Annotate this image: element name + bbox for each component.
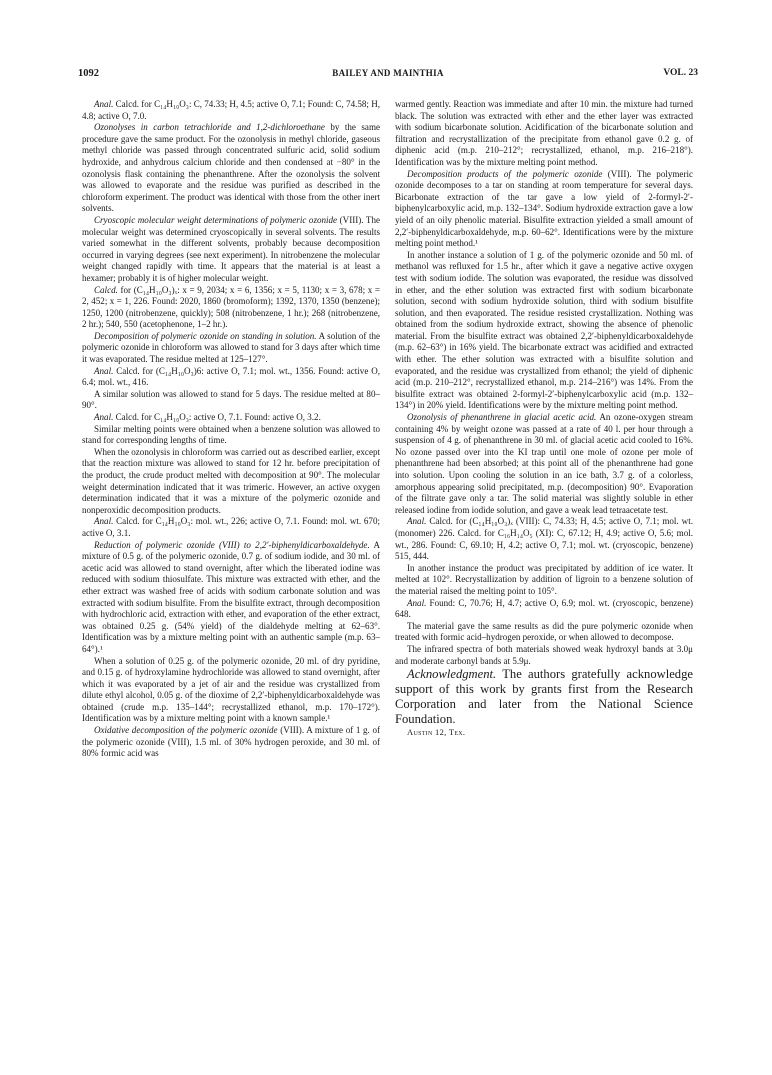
run-in-heading: Decomposition of polymeric ozonide on standing in solution. bbox=[94, 330, 317, 341]
paragraph bbox=[395, 563, 693, 598]
paragraph-text: A solution of the polymeric ozonide in chloroform was allowed to stand for 3 days after which time it was evaporated. The residue melted at 125–127°. bbox=[82, 330, 380, 365]
paragraph-text: A similar solution was allowed to stand for 5 days. The residue melted at 80–90°. bbox=[82, 388, 380, 411]
paragraph-text: Calcd. for C₁₄H₁₀O₃: C, 74.33; H, 4.5; active O, 7.1; Found: C, 74.58; H, 4.8; active O, 7.0. bbox=[82, 99, 380, 121]
paragraph bbox=[395, 412, 693, 516]
paragraph-text: Calcd. for (C₁₄H₁₀O₃)6: active O, 7.1; mol. wt., 1356. Found: active O, 6.4; mol. wt., 416. bbox=[82, 365, 380, 388]
paragraph-text: The infrared spectra of both materials showed weak hydroxyl bands at 3.0μ and moderate carbonyl bands at 5.9μ. bbox=[395, 643, 693, 666]
paragraph-text: The material gave the same results as did the pure polymeric ozonide when treated with formic acid–hydrogen peroxide, or when allowed to decompose. bbox=[395, 620, 693, 643]
paragraph-text: In another instance the product was precipitated by addition of ice water. It melted at 102°. Recrystallization by addition of ligroin to a benzene solution of the material raised the melting point to 105°. bbox=[395, 562, 693, 596]
acknowledgment bbox=[395, 667, 693, 727]
paragraph-text: Calcd. for (C₁₄H₁₀O₃)ₓ (VIII): C, 74.33; H, 4.5; active O, 7.1; mol. wt. (monomer) 226. Calcd. for C₁₆H₁₄O₅ (XI): C, 67.12; H, 4.9; active O, 5.6; mol. wt., 286. Found: C, 69.10; H, 4.2; active O, 7.1; mol. wt. (cryoscopic, benzene) 515, 444. bbox=[395, 516, 693, 562]
paragraph-text: Calcd. for C₁₄H₁₀O₃: mol. wt., 226; active O, 7.1. Found: mol. wt. 670; active O, 3.1. bbox=[82, 516, 380, 538]
paragraph bbox=[82, 285, 380, 331]
paragraph bbox=[82, 366, 380, 389]
paragraph bbox=[82, 447, 380, 517]
paragraph-text: When the ozonolysis in chloroform was carried out as described earlier, except that the reaction mixture was allowed to stand for 12 hr. before precipitation of the product, the crude product melted with decomposition at 90°. The molecular weight determination indicated that it was trimeric. However, an active oxygen determination indicated that it was a mixture of the polymeric ozonide and nonperoxidic decomposition products. bbox=[82, 446, 380, 515]
paragraph-text: When a solution of 0.25 g. of the polymeric ozonide, 20 ml. of dry pyridine, and 0.15 g. of hydroxylamine hydrochloride was allowed to stand overnight, after which it was evaporated by a jet of air and the residue was crystallized from dilute ethyl alcohol, 0.05 g. of the dioxime of 2,2′-biphenyldicarboxaldehyde was obtained (crude m.p. 135–144°; recrystallized ethanol, m.p. 170–172°). Identification was by a mixture melting point with a known sample.¹ bbox=[82, 655, 380, 724]
run-in-heading: Decomposition products of the polymeric ozonide bbox=[407, 168, 603, 179]
paragraph-text: (VIII). The molecular weight was determined cryoscopically in several solvents. The results varied somewhat in the different solvents, probably because decomposition occurred in varying degrees (see next experiment). In nitrobenzene the molecular weight changed rapidly with time. It appears that the material is at least a hexamer; probably it is of higher molecular weight. bbox=[82, 214, 380, 283]
page-header bbox=[78, 68, 698, 84]
paragraph-text: Found: C, 70.76; H, 4.7; active O, 6.9; mol. wt. (cryoscopic, benzene) 648. bbox=[395, 597, 693, 620]
paragraph bbox=[82, 725, 380, 760]
paragraph-text: warmed gently. Reaction was immediate and after 10 min. the mixture had turned black. The solution was extracted with ether and the ether layer was extracted with sodium bicarbonate solution. Acidification of the bicarbonate solution and filtration and recrystallization of the precipitate from ethanol gave 0.2 g. of diphenic acid (m.p. 210–212°; recrystallized, ethanol, m.p. 216–218°). Identification was by the mixture melting point method. bbox=[395, 99, 693, 167]
run-in-heading: Oxidative decomposition of the polymeric ozonide bbox=[94, 725, 278, 736]
run-in-heading: Cryoscopic molecular weight determinations of polymeric ozonide bbox=[94, 214, 338, 225]
paragraph-text: Similar melting points were obtained when a benzene solution was allowed to stand for corresponding lengths of time. bbox=[82, 423, 380, 446]
paragraph bbox=[82, 516, 380, 539]
paragraph bbox=[395, 516, 693, 562]
left-column bbox=[82, 99, 380, 760]
volume-label: VOL. 23 bbox=[663, 68, 698, 78]
run-in-heading: Anal. bbox=[407, 597, 427, 608]
paragraph-text: An ozone-oxygen stream containing 4% by weight ozone was passed at a rate of 40 l. per hour through a suspension of 4 g. of phenanthrene in 30 ml. of glacial acetic acid cooled to 16%. No ozone passed over into the KI trap until one mole of ozone per mole of phenanthrene had been absorbed; at this point all of the phenanthrene had gone into solution. Upon cooling the solution in an ice bath, 3.7 g. of a colorless, amorphous appearing solid precipitated, m.p. (decomposition) 90°. Evaporation of the filtrate gave only a tar. The solid material was slightly soluble in ether released iodine from iodide solution, and gave a weak lead tetraacetate test. bbox=[395, 412, 693, 515]
paragraph-text: for (C₁₄H₁₀O₃)ₓ: x = 9, 2034; x = 6, 1356; x = 5, 1130; x = 3, 678; x = 2, 452; x = 1, 226. Found: 2020, 1860 (bromoform); 1392, 1370, 1350 (benzene); 1250, 1200 (nitrobenzene, quickly); 508 (nitrobenzene, 1 hr.); 268 (nitrobenzene, 2 hr.); 540, 550 (acetophenone, 1–2 hr.). bbox=[82, 284, 380, 330]
run-in-heading: Calcd. bbox=[94, 284, 118, 295]
run-in-heading: Anal. bbox=[94, 412, 114, 423]
paragraph bbox=[395, 169, 693, 250]
paragraph bbox=[82, 412, 380, 424]
paragraph-text: (VIII). The polymeric ozonide decomposes to a tar on standing at room temperature for several days. Bicarbonate extraction of the tar gave a low yield of 2-formyl-2′-biphenylcarboxylic acid, m.p. 132–134°. Sodium hydroxide extraction gave a low yield of an oily phenolic material. Bisulfite extraction yielded a small amount of 2,2′-biphenyldicarboxaldehyde, m.p. 60–62°. Identifications were by the mixture melting point method.¹ bbox=[395, 168, 693, 249]
right-column bbox=[395, 99, 693, 739]
run-in-heading: Anal. bbox=[94, 365, 114, 376]
author-address: Austin 12, Tex. bbox=[407, 727, 466, 738]
paragraph bbox=[82, 389, 380, 412]
paragraph bbox=[82, 215, 380, 285]
paragraph bbox=[395, 250, 693, 412]
run-in-heading: Anal. bbox=[94, 99, 114, 109]
paragraph bbox=[82, 540, 380, 656]
page-number: 1092 bbox=[78, 68, 99, 79]
paragraph bbox=[82, 99, 380, 122]
running-head: BAILEY AND MAINTHIA bbox=[332, 68, 444, 78]
paragraph-text: by the same procedure gave the same product. For the ozonolysis in methyl chloride, gaseous methyl chloride was passed through concentrated sulfuric acid, solid sodium hydroxide, and anhydrous calcium chloride and then condensed at −80° in the ozonolysis flask containing the phenanthrene. After the ozonolysis the solvent was allowed to evaporate and the residue was purified as described in the chloroform experiment. The product was identical with those from the other inert solvents. bbox=[82, 122, 380, 214]
paragraph-text: Calcd. for C₁₄H₁₀O₃: active O, 7.1. Found: active O, 3.2. bbox=[113, 412, 321, 423]
run-in-heading: Ozonolysis of phenanthrene in glacial acetic acid. bbox=[407, 412, 597, 423]
paragraph bbox=[82, 122, 380, 215]
paragraph-text: A mixture of 0.5 g. of the polymeric ozonide, 0.7 g. of sodium iodide, and 30 ml. of acetic acid was allowed to stand overnight, after which the liberated iodine was reduced with sodium thiosulfate. This mixture was extracted with ether, and the ether extract was washed free of acids with sodium carbonate solution and was extracted with sodium bisulfite. From the bisulfite extract, through decomposition with hydrochloric acid, extraction with ether, and evaporation of the ether extract, was obtained 0.25 g. (54% yield) of the dialdehyde melting at 62–63°. Identification was by a mixture melting point with an authentic sample (m.p. 63–64°).¹ bbox=[82, 539, 380, 654]
run-in-heading: Anal. bbox=[407, 516, 427, 527]
paragraph bbox=[395, 644, 693, 667]
run-in-heading: Anal. bbox=[94, 516, 114, 527]
paragraph bbox=[82, 656, 380, 726]
run-in-heading: Reduction of polymeric ozonide (VIII) to 2,2′-biphenyldicarboxaldehyde. bbox=[94, 539, 370, 550]
paragraph bbox=[395, 621, 693, 644]
paragraph-text: In another instance a solution of 1 g. of the polymeric ozonide and 50 ml. of methanol was refluxed for 1.5 hr., after which it gave a negative active oxygen test with sodium iodide. The solution was evaporated, the residue was dissolved in ether, and the ether solution was extracted first with sodium bicarbonate solution, second with sodium hydroxide solution, third with sodium bisulfite solution, and then evaporated. The residue resisted crystallization. Nothing was obtained from the sodium hydroxide extract, showing the absence of phenolic material. From the bisulfite extract was obtained 2,2′-biphenyldicarboxaldehyde (m.p. 62–63°) in 16% yield. The bicarbonate extract was acidified and extracted with ether. The ether solution was extracted with a bisulfite solution and evaporated, and the residue was crystallized from ethanol; the yield of diphenic acid (m.p. 210–212°, recrystallized ethanol, m.p. 214–216°) was 14%. From the bisulfite extract was obtained 2-formyl-2′-biphenylcarboxylic acid (m.p. 132–134°) in 20% yield. Identifications were by the mixture melting point method. bbox=[395, 249, 693, 411]
acknowledgment-heading: Acknowledgment. bbox=[407, 667, 497, 682]
acknowledgment-text: The authors gratefully acknowledge support of this work by grants first from the Research Corporation and later from the National Science Foundation. bbox=[395, 667, 693, 727]
paragraph bbox=[82, 424, 380, 447]
paragraph bbox=[395, 598, 693, 621]
paragraph bbox=[395, 99, 693, 169]
paragraph bbox=[82, 331, 380, 366]
run-in-heading: Ozonolyses in carbon tetrachloride and 1,2-dichloroethane bbox=[94, 122, 325, 133]
paragraph-text: (VIII). A mixture of 1 g. of the polymeric ozonide (VIII), 1.5 ml. of 30% hydrogen peroxide, and 30 ml. of 80% formic acid was bbox=[82, 725, 381, 759]
